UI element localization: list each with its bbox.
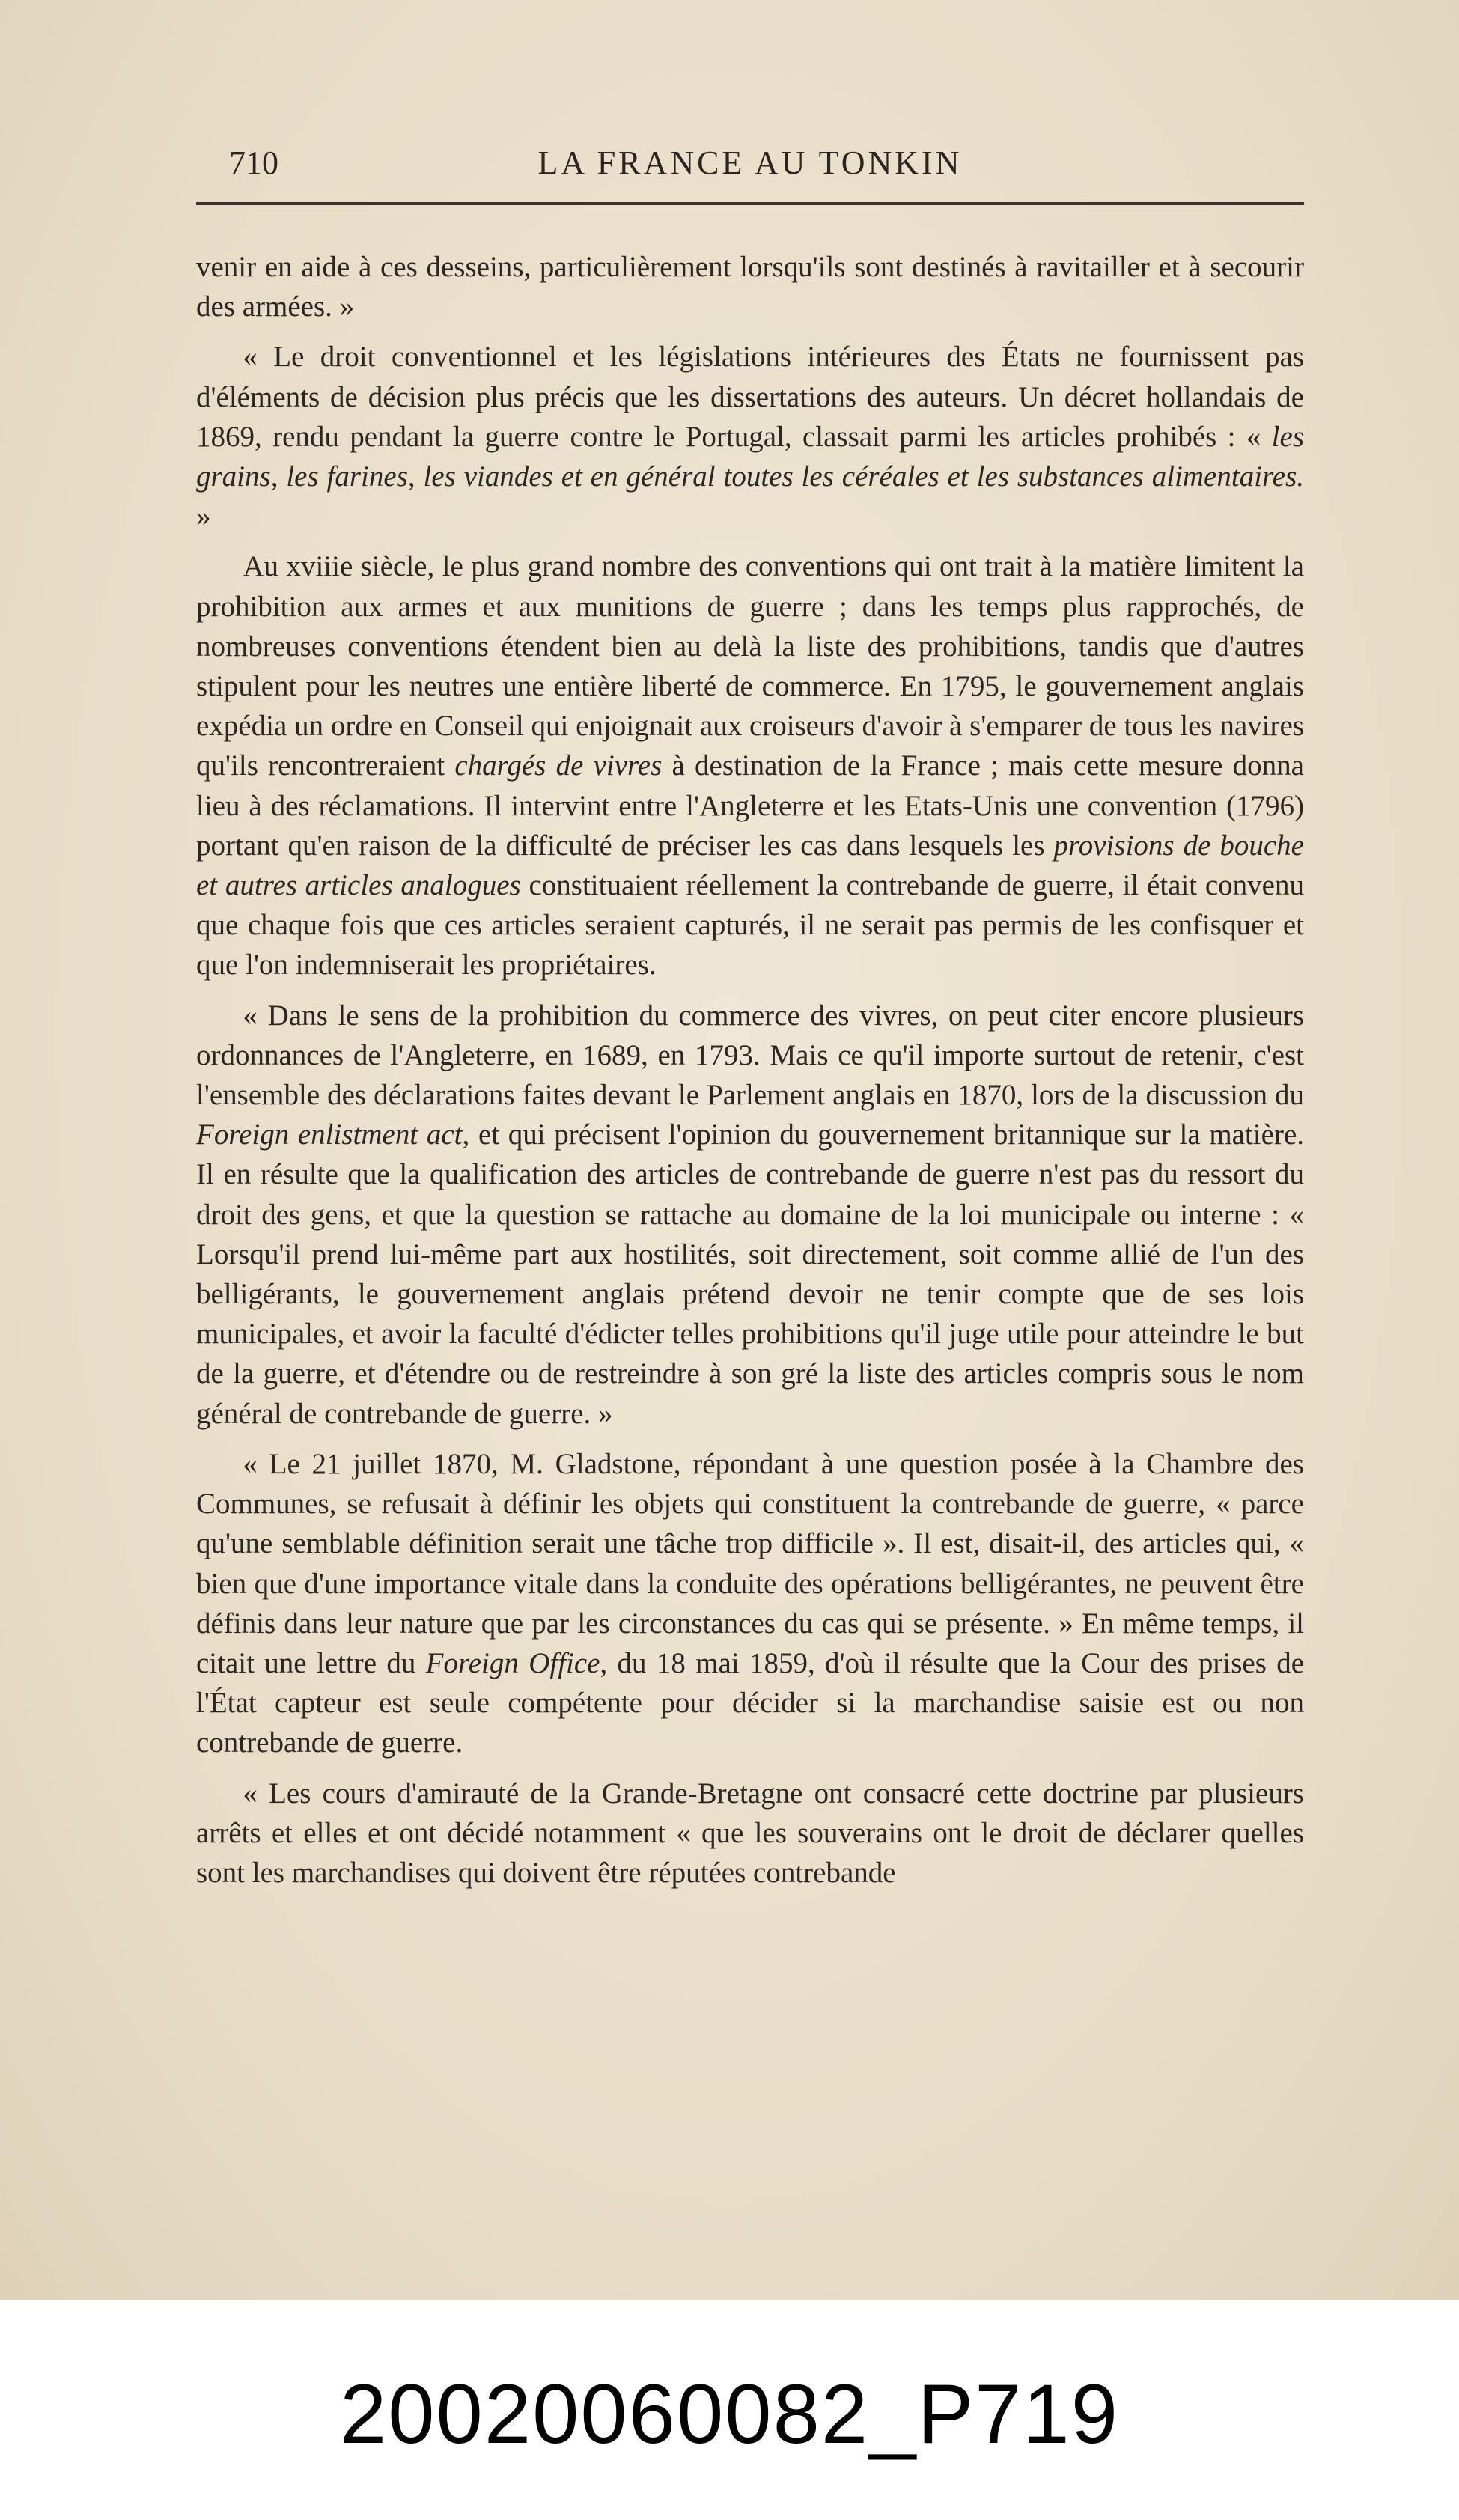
body-text — [196, 247, 1304, 1893]
text-run: constituaient réellement la contrebande de guerre, il était convenu que chaque fois que ces articles seraient capturés, il ne serait pas permis de les confisquer et que l'on indemniserait les propriétaires. — [196, 869, 1304, 981]
image-caption-bar — [0, 2300, 1459, 2520]
text-run: venir en aide à ces desseins, particulièrement lorsqu'ils sont destinés à ravitailler et à secourir des armées. » — [196, 251, 1304, 323]
italic-text: Foreign Office — [425, 1646, 600, 1679]
page-header — [196, 135, 1304, 187]
paragraph — [196, 337, 1304, 536]
paragraph — [196, 1774, 1304, 1893]
text-run: « Dans le sens de la prohibition du commerce des vivres, on peut citer encore plusieurs ordonnances de l'Angleterre, en 1689, en 1793. Mais ce qu'il importe surtout de retenir, c'est l'ensemble des déclarations faites devant le Parlement anglais en 1870, lors de la discussion du — [196, 999, 1304, 1112]
running-title: LA FRANCE AU TONKIN — [537, 144, 963, 181]
text-run: Au xviiie siècle, le plus grand nombre des conventions qui ont trait à la matière limitent la prohibition aux armes et aux munitions de guerre ; dans les temps plus rapprochés, de nombreuses conventions étendent bien au delà la liste des prohibitions, tandis que d'autres stipulent pour les neutres une entière liberté de commerce. En 1795, le gouvernement anglais expédia un ordre en Conseil qui enjoignait aux croiseurs d'avoir à s'emparer de tous les navires qu'ils rencontreraient — [196, 550, 1304, 782]
paragraph — [196, 547, 1304, 984]
italic-text: Foreign enlistment act — [196, 1119, 463, 1151]
italic-text: chargés de vivres — [454, 749, 663, 782]
document-id: 20020060082_P719 — [339, 2367, 1120, 2461]
text-run: » — [196, 500, 211, 533]
paragraph — [196, 247, 1304, 326]
text-run: « Le droit conventionnel et les législations intérieures des États ne fournissent pas d'éléments de décision plus précis que les dissertations des auteurs. Un décret hollandais de 1869, rendu pendant la guerre contre le Portugal, classait parmi les articles prohibés : « — [196, 341, 1304, 453]
header-rule — [196, 202, 1304, 205]
page-number: 710 — [229, 144, 278, 181]
paragraph — [196, 996, 1304, 1434]
italic-text: provisions de bouche et autres articles analogues — [196, 829, 1304, 902]
paragraph — [196, 1444, 1304, 1763]
text-run: , du 18 mai 1859, d'où il résulte que la Cour des prises de l'État capteur est seule compétente pour décider si la marchandise saisie est ou non contrebande de guerre. — [196, 1646, 1305, 1759]
text-run: « Les cours d'amirauté de la Grande-Bretagne ont consacré cette doctrine par plusieurs arrêts et elles et ont décidé notamment « que les souverains ont le droit de déclarer quelles sont les marchandises qui doivent être réputées contrebande — [196, 1777, 1304, 1889]
text-run: , et qui précisent l'opinion du gouvernement britannique sur la matière. Il en résulte que la qualification des articles de contrebande de guerre n'est pas du ressort du droit des gens, et que la question se rattache au domaine de la loi municipale ou interne : « Lorsqu'il prend lui-même part aux hostilités, soit directement, soit comme allié de l'un des belligérants, le gouvernement anglais prétend devoir ne tenir compte que de ses lois municipales, et avoir la faculté d'édicter telles prohibitions qu'il juge utile pour atteindre le but de la guerre, et d'étendre ou de restreindre à son gré la liste des articles compris sous le nom général de contrebande de guerre. » — [196, 1119, 1305, 1430]
text-run: « Le 21 juillet 1870, M. Gladstone, répondant à une question posée à la Chambre des Communes, se refusait à définir les objets qui constituent la contrebande de guerre, « parce qu'une semblable définition serait une tâche trop difficile ». Il est, disait-il, des articles qui, « bien que d'une importance vitale dans la conduite des opérations belligérantes, ne peuvent être définis dans leur nature que par les circonstances du cas qui se présente. » En même temps, il citait une lettre du — [196, 1447, 1304, 1679]
text-run: à destination de la France ; mais cette mesure donna lieu à des réclamations. Il intervint entre l'Angleterre et les Etats-Unis une convention (1796) portant qu'en raison de la difficulté de préciser les cas dans lesquels les — [196, 749, 1304, 862]
italic-text: les grains, les farines, les viandes et en général toutes les céréales et les substances alimentaires. — [196, 420, 1304, 493]
